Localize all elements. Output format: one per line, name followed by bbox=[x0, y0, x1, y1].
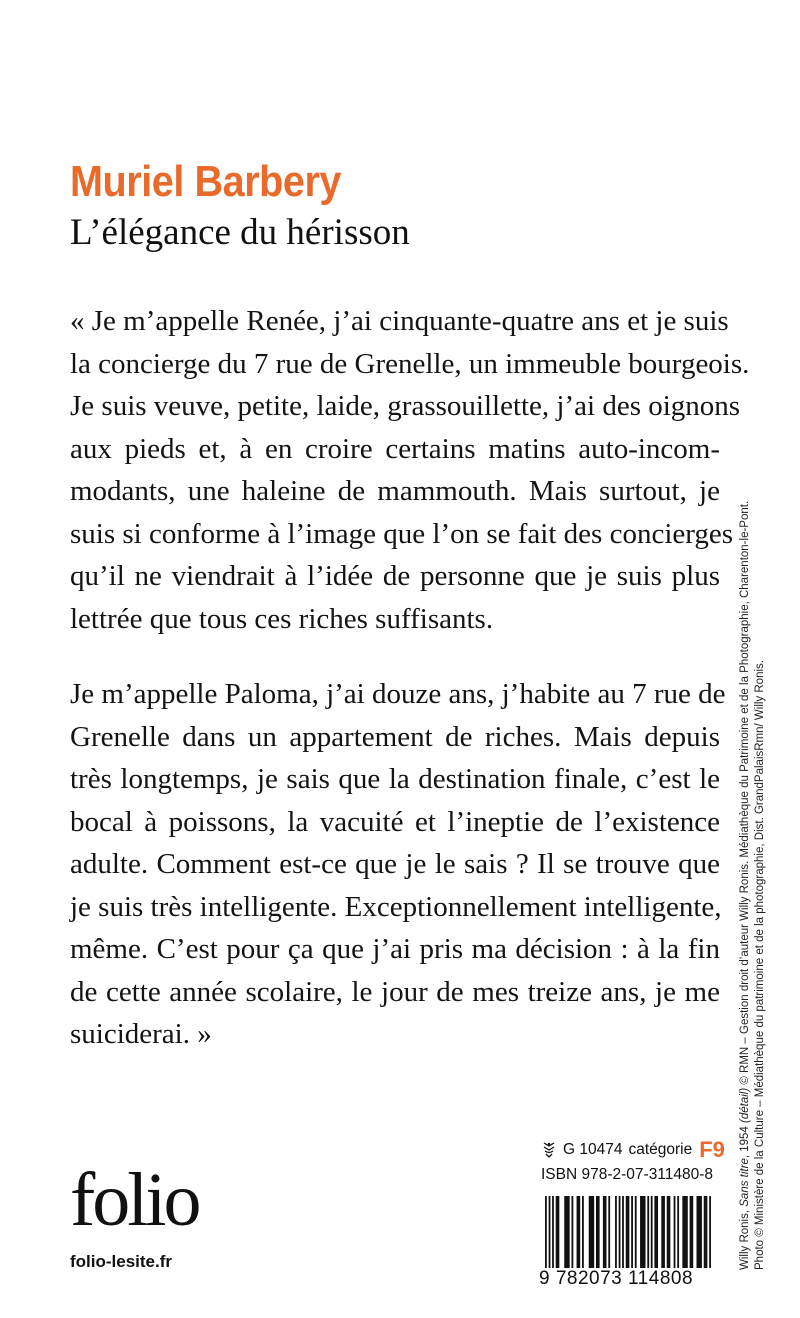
barcode-bar bbox=[631, 1196, 633, 1270]
blurb-line: Je suis veuve, petite, laide, grassouillette, j’ai des oignons bbox=[70, 390, 741, 422]
blurb-line: qu’il ne viendrait à l’idée de personne que je suis plus bbox=[70, 560, 720, 592]
author-name: Muriel Barbery bbox=[70, 157, 341, 206]
barcode-bar bbox=[589, 1196, 594, 1270]
barcode-digits: 9 782073 114808 bbox=[539, 1268, 719, 1290]
barcode-bar bbox=[603, 1196, 607, 1270]
barcode-bar bbox=[696, 1196, 701, 1270]
category-code: F9 bbox=[699, 1137, 725, 1162]
barcode-bar bbox=[552, 1196, 554, 1270]
blurb-line: même. C’est pour ça que j’ai pris ma décision : à la fin bbox=[70, 933, 720, 965]
blurb-line: Grenelle dans un appartement de riches. Mais depuis bbox=[70, 720, 720, 753]
blurb-line: « Je m’appelle Renée, j’ai cinquante-quatre ans et je suis bbox=[70, 305, 729, 337]
barcode-bar bbox=[709, 1196, 711, 1270]
photo-credits bbox=[738, 370, 768, 1270]
barcode-bar bbox=[619, 1196, 621, 1270]
folio-logo: folio bbox=[70, 1158, 199, 1242]
blurb-line: suis si conforme à l’image que l’on se fait des concierges bbox=[70, 517, 734, 550]
blurb-line: Je m’appelle Paloma, j’ai douze ans, j’habite au 7 rue de bbox=[70, 678, 726, 710]
blurb-paragraph-1 bbox=[70, 300, 750, 640]
credits-line-1: Willy Ronis, Sans titre, 1954 (détail) © RMN – Gestion droit d’auteur Willy Ronis. Médiathèque du Patrimoine et de la Photographie, Charenton-le-Pont. bbox=[739, 500, 751, 1270]
barcode-bar bbox=[577, 1196, 581, 1270]
barcode-bar bbox=[647, 1196, 649, 1270]
blurb-line: suiciderai. » bbox=[70, 1018, 212, 1050]
blurb-line: aux pieds et, à en croire certains matins auto-incom- bbox=[70, 432, 720, 465]
category-label: catégorie bbox=[628, 1141, 693, 1158]
barcode-bar bbox=[674, 1196, 676, 1270]
isbn: ISBN 978-2-07-311480-8 bbox=[541, 1166, 714, 1183]
blurb-line: la concierge du 7 rue de Grenelle, un immeuble bourgeois. bbox=[70, 347, 750, 380]
gallimard-emblem-icon bbox=[541, 1141, 557, 1159]
barcode-bar bbox=[651, 1196, 653, 1270]
barcode-bar bbox=[640, 1196, 645, 1270]
barcode-bar bbox=[545, 1196, 547, 1270]
barcode-bar bbox=[690, 1196, 694, 1270]
barcode-bar bbox=[571, 1196, 573, 1270]
blurb-line: bocal à poissons, la vacuité et l’ineptie de l’existence bbox=[70, 805, 720, 838]
barcode-bar bbox=[677, 1196, 679, 1270]
blurb-paragraph-2 bbox=[70, 673, 726, 1056]
barcode-bar bbox=[682, 1196, 687, 1270]
blurb-line: adulte. Comment est-ce que je le sais ? Il se trouve que bbox=[70, 848, 720, 880]
barcode-bar bbox=[622, 1196, 624, 1270]
credits-line-2: Photo © Ministère de la Culture – Médiathèque du patrimoine et de la photographie, Dist. GrandPalaisRmn/ Willy Ronis. bbox=[754, 660, 766, 1270]
barcode-bar bbox=[704, 1196, 706, 1270]
blurb-line: de cette année scolaire, le jour de mes treize ans, je me bbox=[70, 975, 720, 1008]
book-title: L’élégance du hérisson bbox=[70, 212, 410, 253]
blurb-line: je suis très intelligente. Exceptionnellement intelligente, bbox=[70, 890, 722, 923]
barcode-bar bbox=[667, 1196, 671, 1270]
barcode-bar bbox=[608, 1196, 610, 1270]
barcode-bar bbox=[626, 1196, 630, 1270]
barcode-bar bbox=[549, 1196, 551, 1270]
barcode-bar bbox=[635, 1196, 637, 1270]
barcode-bar bbox=[582, 1196, 584, 1270]
price-code: G 10474 bbox=[563, 1141, 623, 1158]
price-row bbox=[541, 1137, 725, 1163]
barcode-bar bbox=[661, 1196, 665, 1270]
blurb-line: lettrée que tous ces riches suffisants. bbox=[70, 602, 494, 635]
blurb-line: très longtemps, je sais que la destination finale, c’est le bbox=[70, 763, 720, 795]
publisher-website[interactable]: folio-lesite.fr bbox=[70, 1252, 173, 1271]
barcode-bar bbox=[564, 1196, 569, 1270]
barcode-bar bbox=[596, 1196, 600, 1270]
barcode-bar bbox=[615, 1196, 617, 1270]
blurb-line: modants, une haleine de mammouth. Mais surtout, je bbox=[70, 475, 720, 507]
barcode-bar bbox=[556, 1196, 560, 1270]
barcode-bar bbox=[654, 1196, 658, 1270]
barcode-bar bbox=[706, 1196, 708, 1270]
